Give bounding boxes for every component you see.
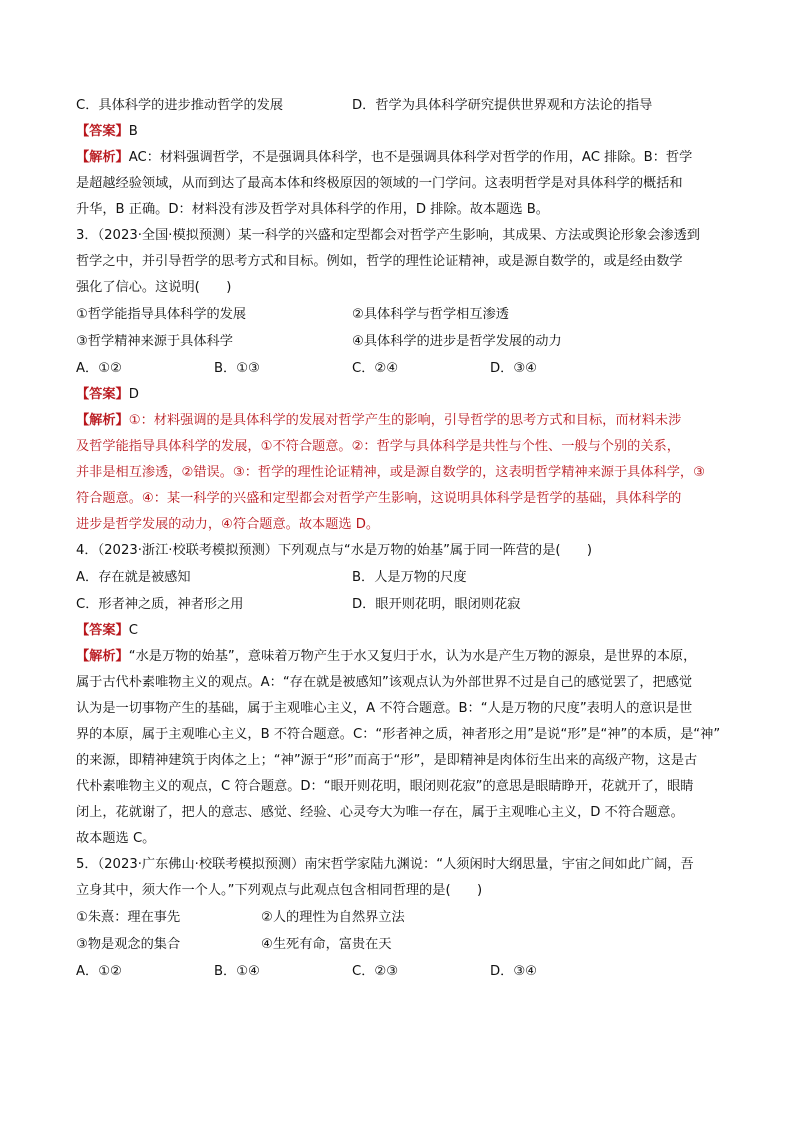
- analysis-tag: 【解析】: [76, 150, 129, 165]
- q2-analysis-line-1: 【解析】AC：材料强调哲学，不是强调具体科学，也不是强调具体科学对哲学的作用，AC 排除。B：哲学: [76, 150, 693, 165]
- q5-choice-d: D．③④: [490, 964, 537, 979]
- q3-choice-d: D．③④: [490, 361, 537, 376]
- q3-analysis-line-1: 【解析】①：材料强调的是具体科学的发展对哲学产生的影响，引导哲学的思考方式和目标，而材料未涉: [76, 413, 682, 428]
- q3-choice-c: C．②④: [352, 361, 399, 376]
- q5-item-4: ④生死有命，富贵在天: [261, 937, 392, 952]
- q3-choice-b: B．①③: [214, 361, 260, 376]
- q2-options-cd: [76, 93, 724, 119]
- q3-items-row-2: [76, 328, 724, 355]
- q4-choice-d: D．眼开则花明，眼闭则花寂: [352, 597, 521, 612]
- q3-item-4: ④具体科学的进步是哲学发展的动力: [352, 334, 562, 349]
- q4-analysis-line-2: 属于古代朴素唯物主义的观点。A：“存在就是被感知”该观点认为外部世界不过是自己的感觉罢了，把感觉: [76, 675, 693, 690]
- q5-choice-a: A．①②: [76, 964, 122, 979]
- q4-choices-row-1: [76, 564, 724, 591]
- q3-stem-line-2: 哲学之中，并引导哲学的思考方式和目标。例如，哲学的理性论证精神，或是源自数学的，或是经由数学: [76, 254, 683, 269]
- q5-items-row-1: [76, 904, 724, 931]
- q2-option-d: D．哲学为具体科学研究提供世界观和方法论的指导: [352, 98, 653, 113]
- q4-choice-b: B．人是万物的尺度: [352, 570, 467, 585]
- q3-analysis-line-4: 符合题意。④：某一科学的兴盛和定型都会对哲学产生影响，这说明具体科学是哲学的基础，具体科学的: [76, 491, 682, 506]
- q3-choices: [76, 355, 724, 382]
- q3-analysis-line-2: 及哲学能指导具体科学的发展，①不符合题意。②：哲学与具体科学是共性与个性、一般与个别的关系，: [76, 439, 680, 454]
- analysis-tag: 【解析】: [76, 649, 129, 664]
- q3-stem-line-3: 强化了信心。这说明( ): [76, 280, 232, 295]
- q4-choices-row-2: [76, 591, 724, 618]
- q4-analysis-line-1: 【解析】“水是万物的始基”，意味着万物产生于水又复归于水，认为水是产生万物的源泉，是世界的本原，: [76, 649, 697, 664]
- q5-item-2: ②人的理性为自然界立法: [261, 910, 405, 925]
- q5-stem-line-1: 5．（2023·广东佛山·校联考模拟预测）南宋哲学家陆九渊说：“人须闲时大纲思量，宇宙之间如此广阔，吾: [76, 857, 694, 872]
- q3-analysis-line-3: 并非是相互渗透，②错误。③：哲学的理性论证精神，或是源自数学的，这表明哲学精神来源于具体科学，③: [76, 465, 705, 480]
- q4-choice-c: C．形者神之质，神者形之用: [76, 597, 244, 612]
- q2-analysis-line-3: 升华，B 正确。D：材料没有涉及哲学对具体科学的作用，D 排除。故本题选 B。: [76, 202, 549, 217]
- q5-choices: [76, 958, 724, 985]
- q3-stem-line-1: 3．（2023·全国·模拟预测）某一科学的兴盛和定型都会对哲学产生影响，其成果、方法或舆论形象会渗透到: [76, 228, 700, 243]
- q4-choice-a: A．存在就是被感知: [76, 570, 191, 585]
- q2-analysis-line-2: 是超越经验领域，从而到达了最高本体和终极原因的领域的一门学问。这表明哲学是对具体科学的概括和: [76, 176, 683, 191]
- q3-answer: [76, 382, 724, 408]
- q3-items-row-1: [76, 301, 724, 328]
- q3-item-2: ②具体科学与哲学相互渗透: [352, 307, 509, 322]
- q5-item-1: ①朱熹：理在事先: [76, 910, 181, 925]
- q4-analysis-line-7: 闭上，花就谢了，把人的意志、感觉、经验、心灵夸大为唯一存在，属于主观唯心主义，D 不符合题意。: [76, 805, 684, 820]
- q3-item-1: ①哲学能指导具体科学的发展: [76, 307, 247, 322]
- answer-tag: 【答案】: [76, 387, 129, 402]
- answer-tag: 【答案】: [76, 124, 129, 139]
- document-content: [76, 93, 724, 985]
- q3-analysis-line-5: 进步是哲学发展的动力，④符合题意。故本题选 D。: [76, 517, 380, 532]
- q5-stem-line-2: 立身其中，须大作一个人。”下列观点与此观点包含相同哲理的是( ): [76, 883, 483, 898]
- q2-option-c: C．具体科学的进步推动哲学的发展: [76, 98, 284, 113]
- q4-analysis-line-5: 的来源，即精神建筑于肉体之上；“神”源于“形”而高于“形”，是即精神是肉体衍生出来的高级产物，这是古: [76, 753, 698, 768]
- q4-answer: [76, 618, 724, 644]
- q2-answer: [76, 119, 724, 145]
- q4-analysis-line-8: 故本题选 C。: [76, 831, 156, 846]
- q5-choice-b: B．①④: [214, 964, 260, 979]
- q5-item-3: ③物是观念的集合: [76, 937, 181, 952]
- q4-analysis-line-3: 认为是一切事物产生的基础，属于主观唯心主义，A 不符合题意。B：“人是万物的尺度”表明人的意识是世: [76, 701, 693, 716]
- q2-answer-value: B: [128, 124, 138, 139]
- q3-answer-value: D: [128, 387, 139, 402]
- q4-answer-value: C: [128, 623, 138, 638]
- q3-item-3: ③哲学精神来源于具体科学: [76, 334, 233, 349]
- q4-analysis-line-6: 代朴素唯物主义的观点，C 符合题意。D：“眼开则花明，眼闭则花寂”的意思是眼睛睁开，花就开了，眼睛: [76, 779, 694, 794]
- q4-analysis-line-4: 界的本原，属于主观唯心主义，B 不符合题意。C：“形者神之质，神者形之用”是说“形”是“神”的本质，是“神”: [76, 727, 721, 742]
- q5-choice-c: C．②③: [352, 964, 399, 979]
- answer-tag: 【答案】: [76, 623, 129, 638]
- q5-items-row-2: [76, 931, 724, 958]
- analysis-tag: 【解析】: [76, 413, 129, 428]
- q3-choice-a: A．①②: [76, 361, 122, 376]
- q4-stem: 4．（2023·浙江·校联考模拟预测）下列观点与“水是万物的始基”属于同一阵营的是( ): [76, 543, 593, 558]
